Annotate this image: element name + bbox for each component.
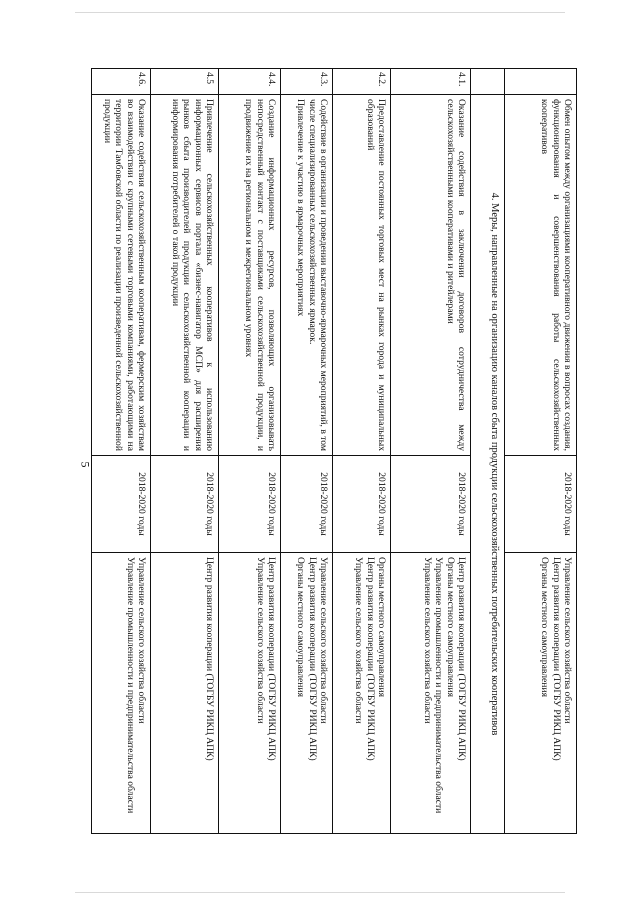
executors-cell <box>391 553 471 834</box>
row-number: 4.6. <box>92 69 151 95</box>
executor-line: Управление сельского хозяйства области <box>562 557 573 724</box>
action-cell <box>92 95 151 456</box>
table-row-top <box>505 69 577 834</box>
executor-line: Управление промышленности и предпринимательства области <box>124 557 136 814</box>
rotated-table-sheet <box>92 68 577 833</box>
action-line: Привлечение к участию в ярмарочных мероприятиях <box>295 99 307 317</box>
executors-cell <box>505 553 577 834</box>
executor-line: Центр развития кооперации (ТОГБУ РИКЦ АПК) <box>306 557 318 761</box>
executor-line: Управление сельского хозяйства области <box>422 557 434 724</box>
period-cell: 2018-2020 годы <box>92 456 151 553</box>
executor-line: Управление сельского хозяйства области <box>318 557 329 724</box>
scan-line-bottom <box>75 892 565 893</box>
action-cell: Обмен опытом между организациями кооперативного движения в вопросах создания, функционирования и совершенствования работы сельскохозяйственных кооперативов <box>505 95 577 456</box>
action-cell <box>333 95 391 456</box>
executors-cell <box>92 553 151 834</box>
executor-line: Управление сельского хозяйства области <box>254 557 266 724</box>
executor-line: Центр развития кооперации (ТОГБУ РИКЦ АПК) <box>550 557 562 761</box>
executor-line: Центр развития кооперации (ТОГБУ РИКЦ АПК) <box>204 557 215 761</box>
table-row <box>151 69 219 834</box>
action-cell <box>219 95 281 456</box>
period-cell: 2018-2020 годы <box>333 456 391 553</box>
table-row <box>92 69 151 834</box>
action-cell <box>151 95 219 456</box>
action-line: Создание информационных ресурсов, позволяющих организовывать непосредственный контакт с поставщиками сельскохозяйственной продукции, и продвижение их на региональном и межрегиональном уровнях <box>243 99 277 451</box>
action-line: Оказание содействия сельскохозяйственным кооперативам, фермерским хозяйствам во взаимодействии с крупными сетевыми торговыми компаниями, работающими на территории Тамбовской области по реализации произведенной сельскохозяйственной продукции <box>102 99 147 451</box>
executor-line: Управление сельского хозяйства области <box>353 557 365 724</box>
executors-cell <box>151 553 219 834</box>
executors-cell <box>333 553 391 834</box>
row-number: 4.2. <box>333 69 391 95</box>
row-number: 4.4. <box>219 69 281 95</box>
executor-line: Центр развития кооперации (ТОГБУ РИКЦ АПК) <box>456 557 467 761</box>
executor-line: Центр развития кооперации (ТОГБУ РИКЦ АПК) <box>364 557 376 761</box>
executor-line: Органы местного самоуправления <box>376 557 387 697</box>
period-cell: 2018-2020 годы <box>219 456 281 553</box>
section-title: 4. Меры, направленные на организацию каналов сбыта продукции сельскохозяйственных потребительских кооперативов <box>471 95 505 834</box>
row-number: 4.1. <box>391 69 471 95</box>
executors-cell <box>281 553 333 834</box>
measures-table <box>91 68 577 834</box>
table-row <box>219 69 281 834</box>
executor-line: Органы местного самоуправления <box>295 557 307 697</box>
action-cell <box>281 95 333 456</box>
num-cell-empty <box>471 69 505 95</box>
action-cell <box>391 95 471 456</box>
action-line: Оказание содействия в заключении договоров сотрудничества между сельскохозяйственными кооперативами и ритейлерами <box>444 99 467 451</box>
action-line: Предоставление постоянных торговых мест на рынках города и муниципальных образований <box>364 99 387 451</box>
executor-line: Управление промышленности и предпринимательства области <box>433 557 445 814</box>
period-cell: 2018-2020 годы <box>391 456 471 553</box>
page-number: 5 <box>78 461 93 468</box>
executors-cell <box>219 553 281 834</box>
table-row <box>333 69 391 834</box>
period-cell: 2018-2020 годы <box>281 456 333 553</box>
period-cell: 2018-2020 годы <box>505 456 577 553</box>
table-row <box>391 69 471 834</box>
row-number: 4.3. <box>281 69 333 95</box>
executor-line: Центр развития кооперации (ТОГБУ РИКЦ АПК) <box>266 557 277 761</box>
section-header-row <box>471 69 505 834</box>
executor-line: Управление сельского хозяйства области <box>136 557 147 724</box>
executor-line: Органы местного самоуправления <box>444 557 456 697</box>
action-line: Привлечение сельскохозяйственных кооперативов к использованию информационных сервисов портала «бизнес-навигатор МСП» для расширения рынков сбыта производителей продукции сельскохозяйственной кооперации и информирования потребителей о такой продукции <box>170 99 215 451</box>
executor-line: Органы местного самоуправления <box>539 557 551 697</box>
table-row <box>281 69 333 834</box>
num-cell-empty <box>505 69 577 95</box>
period-cell: 2018-2020 годы <box>151 456 219 553</box>
action-line: Содействие в организации и проведении выставочно-ярмарочных мероприятий, в том числе специализированных сельскохозяйственных ярмарок. <box>306 99 329 451</box>
scan-line-top <box>75 12 565 13</box>
row-number: 4.5 <box>151 69 219 95</box>
